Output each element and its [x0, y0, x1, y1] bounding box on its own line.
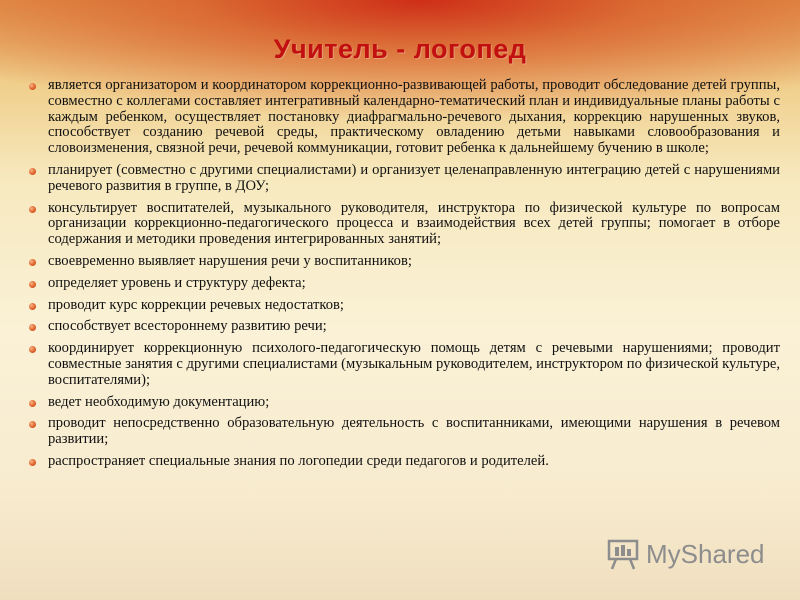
bullet-icon: [29, 303, 36, 310]
list-item: [28, 78, 780, 157]
list-item-text: своевременно выявляет нарушения речи у воспитанников;: [48, 252, 412, 269]
list-item: [28, 395, 780, 411]
bullet-icon: [29, 168, 36, 175]
presentation-board-icon: [606, 538, 640, 570]
bullet-icon: [29, 324, 36, 331]
list-item-text: координирует коррекционную психолого-педагогическую помощь детям с речевыми нарушениями; проводит совместные занятия с другими специалистами (музыкальным руководителем, инструктором по физической культуре, воспитателями);: [48, 340, 780, 388]
list-item: [28, 163, 780, 195]
list-item: [28, 319, 780, 335]
list-item: [28, 254, 780, 270]
myshared-watermark: [606, 536, 765, 572]
bullet-icon: [29, 459, 36, 466]
bullet-icon: [29, 259, 36, 266]
watermark-text: MyShared: [646, 538, 765, 569]
list-item: [28, 276, 780, 292]
list-item: [28, 298, 780, 314]
list-item-text: проводит курс коррекции речевых недостатков;: [48, 296, 344, 313]
bullet-icon: [29, 83, 36, 90]
list-item: [28, 201, 780, 248]
list-item-text: ведет необходимую документацию;: [48, 393, 270, 410]
list-item-text: планирует (совместно с другими специалистами) и организует целенаправленную интеграцию детей с нарушениями речевого развития в группе, в ДОУ;: [48, 161, 780, 194]
list-item: [28, 341, 780, 388]
list-item-text: консультирует воспитателей, музыкального руководителя, инструктора по физической культуре по вопросам организации коррекционно-педагогического процесса и взаимодействия всех детей группы; помогает в отборе содержания и методики проведения интегрированных занятий;: [48, 199, 780, 248]
bullet-list: [28, 78, 780, 476]
bullet-icon: [29, 400, 36, 407]
bullet-icon: [29, 281, 36, 288]
list-item: [28, 454, 780, 470]
slide-title: Учитель - логопед: [273, 34, 527, 64]
list-item-text: является организатором и координатором коррекционно-развивающей работы, проводит обследование детей группы, совместно с коллегами составляет интегративный календарно-тематический план и индивидуальные планы работы с каждым ребенком, осуществляет постановку диафрагмально-речевого дыхания, коррекцию нарушенных звуков, способствует созданию речевой среды, практическому овладению детьми навыками словообразования и словоизменения, связной речи, речевой коммуникации, готовит ребенка к дальнейшему бучению в школе;: [48, 77, 780, 157]
bullet-icon: [29, 346, 36, 353]
bullet-icon: [29, 206, 36, 213]
list-item-text: распространяет специальные знания по логопедии среди педагогов и родителей.: [48, 452, 549, 469]
list-item-text: способствует всестороннему развитию речи;: [48, 318, 327, 335]
bullet-icon: [29, 421, 36, 428]
list-item-text: проводит непосредственно образовательную деятельность с воспитанниками, имеющими нарушения в речевом развитии;: [48, 415, 780, 448]
list-item-text: определяет уровень и структуру дефекта;: [48, 274, 306, 291]
list-item: [28, 416, 780, 448]
